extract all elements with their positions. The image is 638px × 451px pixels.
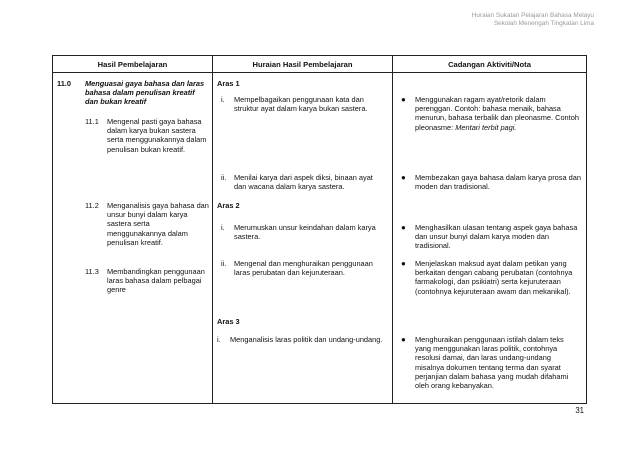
aktiviti-item [401, 259, 581, 296]
page-number: 31 [575, 406, 584, 415]
bullet-icon: ● [401, 95, 406, 104]
syllabus-table [52, 55, 587, 404]
learning-outcome-title: Menguasai gaya bahasa dan laras bahasa dalam penulisan kreatif dan bukan kreatif [85, 79, 205, 107]
aktiviti-text: Menghasilkan ulasan tentang aspek gaya bahasa dan unsur bunyi dalam karya moden dan tradisional. [415, 223, 578, 251]
bullet-icon: ● [401, 259, 406, 268]
running-header [472, 12, 594, 27]
huraian-item [221, 223, 387, 241]
aktiviti-item [401, 335, 581, 390]
aktiviti-text: Menggunakan ragam ayat/retorik dalam perenggan. Contoh: bahasa menaik, bahasa menurun, bahasa terbalik dan pleonasme. Contoh pleonasme: [415, 95, 579, 132]
header-line-2: Sekolah Menengah Tingkatan Lima [493, 19, 594, 27]
huraian-number: i. [221, 223, 225, 232]
bullet-icon: ● [401, 223, 406, 232]
learning-outcome-code: 11.0 [57, 79, 71, 88]
sub-outcome-text: Mengenal pasti gaya bahasa dalam karya bukan sastera serta menggunakannya dalam penulisan bukan kreatif. [107, 117, 207, 154]
sub-outcome-11-3 [85, 267, 209, 295]
aras-1-label: Aras 1 [217, 79, 240, 88]
huraian-item [221, 173, 387, 191]
huraian-number: ii. [221, 259, 227, 268]
huraian-item [221, 259, 387, 277]
huraian-item [221, 95, 387, 113]
aktiviti-item [401, 223, 581, 251]
table-header-row [53, 56, 587, 73]
aktiviti-text: Menghuraikan penggunaan istilah dalam teks yang menggunakan laras politik, contohnya resolusi damai, dan laras undang-undang misalnya dokumen tentang terma dan syarat perjanjian dalam bahasa yang mudah difahami oleh orang kebanyakan. [415, 335, 569, 391]
huraian-text: Mempelbagaikan penggunaan kata dan struktur ayat dalam karya bukan sastera. [234, 95, 368, 114]
huraian-cell [213, 73, 393, 404]
col-header-huraian: Huraian Hasil Pembelajaran [213, 56, 393, 73]
bullet-icon: ● [401, 173, 406, 182]
sub-outcome-number: 11.1 [85, 117, 99, 126]
aras-2-label: Aras 2 [217, 201, 240, 210]
sub-outcome-number: 11.3 [85, 267, 99, 276]
huraian-text: Merumuskan unsur keindahan dalam karya sastera. [234, 223, 376, 242]
aras-3-label: Aras 3 [217, 317, 240, 326]
sub-outcome-number: 11.2 [85, 201, 99, 210]
sub-outcome-text: Membandingkan penggunaan laras bahasa dalam pelbagai genre [107, 267, 205, 295]
huraian-number: i. [217, 335, 221, 344]
huraian-number: i. [221, 95, 225, 104]
huraian-item [217, 335, 383, 344]
huraian-text: Menganalisis laras politik dan undang-undang. [230, 335, 383, 344]
huraian-text: Menilai karya dari aspek diksi, binaan ayat dan wacana dalam karya sastera. [234, 173, 373, 192]
hasil-cell [53, 73, 213, 404]
aktiviti-item [401, 95, 581, 132]
table-row [53, 73, 587, 404]
bullet-icon: ● [401, 335, 406, 344]
sub-outcome-text: Menganalisis gaya bahasa dan unsur bunyi dalam karya sastera serta menggunakannya dalam penulisan kreatif. [107, 201, 209, 247]
aktiviti-cell [393, 73, 587, 404]
aktiviti-example: Mentari terbit pagi. [455, 122, 517, 132]
huraian-text: Mengenal dan menghuraikan penggunaan laras perubatan dan kejuruteraan. [234, 259, 373, 278]
col-header-hasil: Hasil Pembelajaran [53, 56, 213, 73]
huraian-number: ii. [221, 173, 227, 182]
aktiviti-text: Membezakan gaya bahasa dalam karya prosa dan moden dan tradisional. [415, 173, 581, 192]
aktiviti-item [401, 173, 581, 191]
col-header-aktiviti: Cadangan Aktiviti/Nota [393, 56, 587, 73]
sub-outcome-11-2 [85, 201, 209, 247]
header-line-1: Huraian Sukatan Pelajaran Bahasa Melayu [471, 12, 594, 19]
sub-outcome-11-1 [85, 117, 209, 154]
aktiviti-text: Menjelaskan maksud ayat dalam petikan yang berkaitan dengan cabang perubatan (contohnya farmakologi, dan psikiatri) serta kejuruteraan (contohnya kejuruteraan awam dan mekanikal). [415, 259, 573, 296]
